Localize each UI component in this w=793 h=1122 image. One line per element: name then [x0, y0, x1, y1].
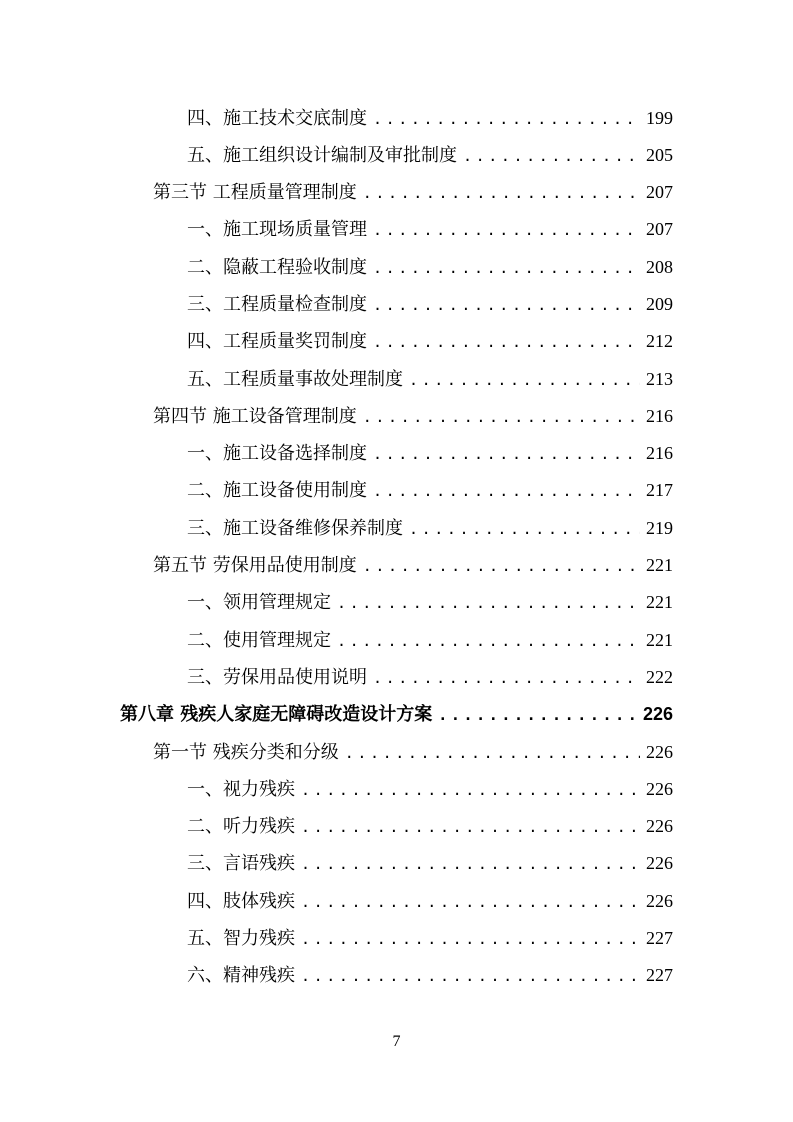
toc-entry-line — [0, 771, 793, 809]
toc-dot-leader — [301, 921, 640, 958]
toc-entry-line — [0, 137, 793, 175]
toc-dot-leader — [438, 697, 637, 734]
table-of-contents — [0, 100, 793, 995]
toc-entry-line — [0, 286, 793, 324]
toc-subsection-entry[interactable] — [0, 100, 793, 137]
toc-entry-title: 第八章 残疾人家庭无障碍改造设计方案 — [120, 704, 433, 726]
toc-entry-page-number: 216 — [646, 405, 673, 426]
toc-entry-title: 第五节 劳保用品使用制度 — [153, 555, 357, 577]
toc-entry-title: 三、工程质量检查制度 — [187, 293, 367, 315]
toc-entry-title: 第四节 施工设备管理制度 — [153, 405, 357, 427]
toc-entry-page-number: 221 — [646, 592, 673, 613]
toc-entry-page-number: 221 — [646, 555, 673, 576]
toc-entry-page-number: 227 — [646, 965, 673, 986]
toc-entry-page-number: 208 — [646, 256, 673, 277]
toc-dot-leader — [373, 324, 640, 361]
toc-dot-leader — [301, 846, 640, 883]
toc-dot-leader — [301, 884, 640, 921]
toc-entry-line — [0, 435, 793, 473]
toc-entry-page-number: 199 — [646, 107, 673, 128]
toc-entry-page-number: 221 — [646, 629, 673, 650]
toc-dot-leader — [373, 212, 640, 249]
toc-entry-page-number: 226 — [646, 853, 673, 874]
toc-entry-line — [0, 398, 793, 436]
toc-dot-leader — [301, 772, 640, 809]
toc-dot-leader — [345, 735, 640, 772]
toc-subsection-entry[interactable] — [0, 921, 793, 958]
toc-subsection-entry[interactable] — [0, 585, 793, 622]
toc-entry-title: 五、工程质量事故处理制度 — [187, 368, 403, 390]
toc-dot-leader — [373, 287, 640, 324]
toc-entry-line — [0, 845, 793, 883]
toc-entry-page-number: 226 — [646, 741, 673, 762]
toc-entry-title: 二、施工设备使用制度 — [187, 480, 367, 502]
toc-entry-page-number: 207 — [646, 219, 673, 240]
toc-chapter-entry[interactable] — [0, 697, 793, 734]
toc-subsection-entry[interactable] — [0, 212, 793, 249]
toc-entry-line — [0, 510, 793, 548]
toc-entry-page-number: 213 — [646, 368, 673, 389]
toc-entry-line — [0, 957, 793, 995]
toc-entry-title: 一、领用管理规定 — [187, 592, 331, 614]
toc-subsection-entry[interactable] — [0, 883, 793, 920]
toc-dot-leader — [301, 958, 640, 995]
toc-dot-leader — [373, 250, 640, 287]
toc-entry-page-number: 226 — [642, 704, 673, 725]
toc-entry-page-number: 212 — [646, 331, 673, 352]
toc-subsection-entry[interactable] — [0, 510, 793, 547]
page-number: 7 — [392, 1033, 401, 1050]
toc-dot-leader — [363, 399, 640, 436]
toc-entry-line — [0, 808, 793, 846]
toc-entry-title: 三、言语残疾 — [187, 853, 295, 875]
toc-entry-title: 四、工程质量奖罚制度 — [187, 331, 367, 353]
toc-section-entry[interactable] — [0, 398, 793, 435]
toc-entry-line — [0, 547, 793, 585]
toc-entry-page-number: 209 — [646, 293, 673, 314]
toc-entry-page-number: 216 — [646, 443, 673, 464]
toc-entry-page-number: 217 — [646, 480, 673, 501]
toc-entry-title: 二、隐蔽工程验收制度 — [187, 256, 367, 278]
toc-entry-title: 二、听力残疾 — [187, 816, 295, 838]
toc-dot-leader — [337, 623, 640, 660]
toc-entry-line — [0, 696, 793, 734]
toc-subsection-entry[interactable] — [0, 473, 793, 510]
toc-entry-line — [0, 883, 793, 921]
toc-entry-title: 五、施工组织设计编制及审批制度 — [187, 144, 457, 166]
toc-subsection-entry[interactable] — [0, 361, 793, 398]
toc-entry-line — [0, 100, 793, 138]
toc-subsection-entry[interactable] — [0, 249, 793, 286]
toc-entry-page-number: 226 — [646, 778, 673, 799]
toc-entry-title: 一、施工设备选择制度 — [187, 443, 367, 465]
toc-section-entry[interactable] — [0, 548, 793, 585]
toc-entry-page-number: 222 — [646, 666, 673, 687]
toc-dot-leader — [337, 585, 640, 622]
toc-dot-leader — [373, 436, 640, 473]
toc-entry-line — [0, 920, 793, 958]
toc-entry-title: 一、视力残疾 — [187, 778, 295, 800]
toc-entry-page-number: 226 — [646, 816, 673, 837]
toc-entry-line — [0, 659, 793, 697]
toc-entry-page-number: 227 — [646, 928, 673, 949]
toc-entry-page-number: 207 — [646, 182, 673, 203]
toc-entry-line — [0, 249, 793, 287]
toc-entry-title: 第三节 工程质量管理制度 — [153, 182, 357, 204]
toc-dot-leader — [363, 548, 640, 585]
toc-subsection-entry[interactable] — [0, 324, 793, 361]
toc-subsection-entry[interactable] — [0, 622, 793, 659]
toc-entry-title: 六、精神残疾 — [187, 965, 295, 987]
toc-entry-line — [0, 174, 793, 212]
toc-entry-title: 三、施工设备维修保养制度 — [187, 517, 403, 539]
toc-subsection-entry[interactable] — [0, 958, 793, 995]
toc-dot-leader — [409, 362, 640, 399]
toc-dot-leader — [373, 101, 640, 138]
toc-dot-leader — [373, 473, 640, 510]
toc-subsection-entry[interactable] — [0, 436, 793, 473]
toc-entry-title: 五、智力残疾 — [187, 928, 295, 950]
toc-dot-leader — [373, 660, 640, 697]
toc-subsection-entry[interactable] — [0, 771, 793, 808]
toc-section-entry[interactable] — [0, 734, 793, 771]
toc-entry-title: 一、施工现场质量管理 — [187, 219, 367, 241]
toc-subsection-entry[interactable] — [0, 137, 793, 174]
toc-dot-leader — [301, 809, 640, 846]
toc-entry-line — [0, 211, 793, 249]
toc-subsection-entry[interactable] — [0, 809, 793, 846]
toc-entry-title: 四、施工技术交底制度 — [187, 107, 367, 129]
toc-entry-page-number: 226 — [646, 890, 673, 911]
toc-entry-title: 二、使用管理规定 — [187, 629, 331, 651]
toc-entry-page-number: 205 — [646, 144, 673, 165]
toc-subsection-entry[interactable] — [0, 659, 793, 696]
toc-entry-title: 四、肢体残疾 — [187, 890, 295, 912]
toc-entry-title: 第一节 残疾分类和分级 — [153, 741, 339, 763]
toc-section-entry[interactable] — [0, 175, 793, 212]
toc-dot-leader — [463, 138, 640, 175]
toc-entry-title: 三、劳保用品使用说明 — [187, 666, 367, 688]
toc-entry-line — [0, 622, 793, 660]
toc-entry-line — [0, 584, 793, 622]
toc-subsection-entry[interactable] — [0, 286, 793, 323]
toc-entry-line — [0, 323, 793, 361]
toc-entry-line — [0, 361, 793, 399]
toc-entry-page-number: 219 — [646, 517, 673, 538]
toc-dot-leader — [409, 511, 640, 548]
toc-entry-line — [0, 472, 793, 510]
toc-entry-line — [0, 734, 793, 772]
toc-dot-leader — [363, 175, 640, 212]
toc-subsection-entry[interactable] — [0, 846, 793, 883]
